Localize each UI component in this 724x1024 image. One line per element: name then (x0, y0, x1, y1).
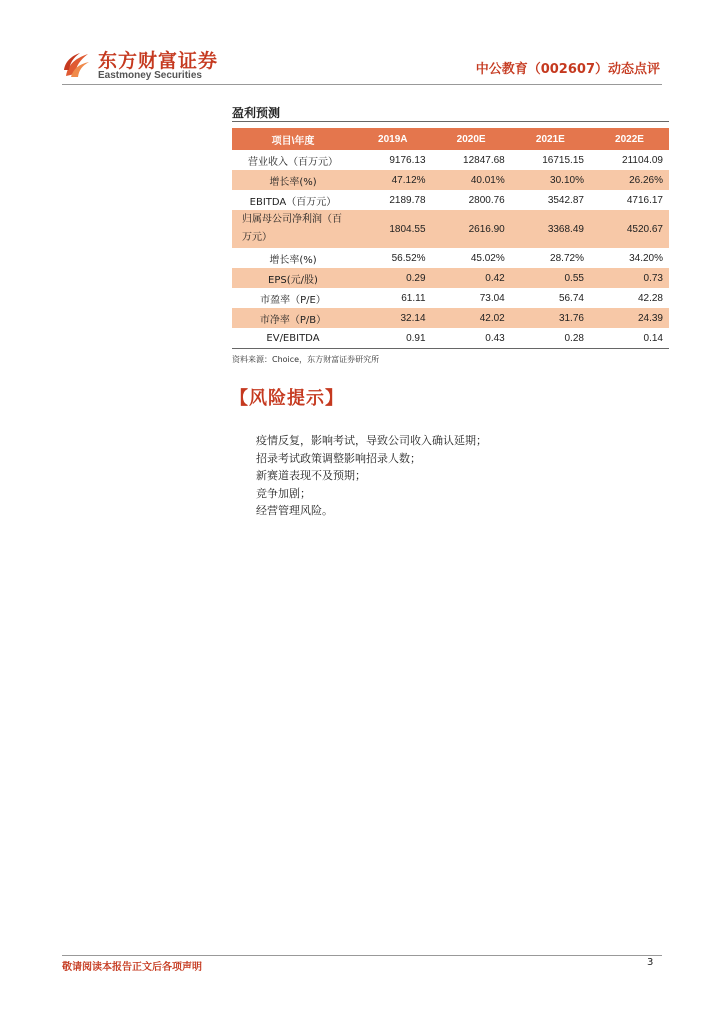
risk-list (256, 432, 487, 520)
logo-chinese-name: 东方财富证券 (98, 50, 219, 72)
flame-logo-icon (62, 50, 92, 80)
list-item: 招录考试政策调整影响招录人数； (256, 451, 421, 465)
table-row (232, 150, 669, 170)
table-cell: 0.28 (511, 328, 590, 349)
column-header: 项目\年度 (232, 128, 354, 150)
table-row (232, 288, 669, 308)
page-number: 3 (647, 957, 654, 968)
row-label: 市盈率（P/E） (260, 294, 326, 306)
table-row (232, 308, 669, 328)
forecast-section-title: 盈利预测 (232, 106, 281, 120)
document-title: 中公教育（002607）动态点评 (475, 62, 660, 77)
table-cell: 45.02% (470, 252, 505, 264)
table-cell: 2189.78 (389, 194, 426, 206)
risk-section-title: 【风险提示】 (230, 388, 344, 409)
table-cell: 42.02 (432, 308, 511, 328)
eastmoney-logo (62, 44, 222, 84)
row-label: EPS(元/股) (232, 268, 354, 288)
table-cell: 0.14 (590, 328, 669, 349)
footer-disclaimer: 敬请阅读本报告正文后各项声明 (62, 962, 202, 973)
logo-english-name: Eastmoney Securities (98, 70, 202, 81)
column-header: 2019A (354, 128, 432, 150)
table-row (232, 170, 669, 190)
table-row (232, 268, 669, 288)
table-cell: 73.04 (479, 292, 505, 304)
row-label: 归属母公司净利润（百万元） (232, 210, 354, 248)
table-cell: 0.91 (354, 328, 432, 349)
table-cell: 2616.90 (432, 210, 511, 248)
table-cell: 28.72% (550, 252, 584, 264)
table-cell: 30.10% (511, 170, 590, 190)
table-cell: 0.42 (432, 268, 511, 288)
list-item: 竞争加剧； (256, 486, 311, 500)
row-label: 增长率(%) (269, 254, 317, 266)
table-cell: 42.28 (637, 292, 663, 304)
table-cell: 0.55 (511, 268, 590, 288)
table-cell: 9176.13 (389, 154, 426, 166)
table-cell: 31.76 (511, 308, 590, 328)
header-divider (62, 84, 662, 85)
footer-divider (62, 955, 662, 956)
table-cell: 32.14 (354, 308, 432, 328)
table-cell: 2800.76 (468, 194, 505, 206)
table-row (232, 248, 669, 268)
table-cell: 3368.49 (511, 210, 590, 248)
table-cell: 56.52% (391, 252, 426, 264)
table-row (232, 210, 669, 248)
table-row (232, 328, 669, 349)
table-row (232, 190, 669, 210)
row-label: 增长率(%) (232, 170, 354, 190)
row-label: EV/EBITDA (232, 328, 354, 349)
table-cell: 1804.55 (354, 210, 432, 248)
table-cell: 61.11 (401, 292, 426, 304)
earnings-forecast-table (232, 128, 669, 349)
data-source-note: 资料来源：Choice，东方财富证券研究所 (232, 355, 380, 364)
page-header (0, 0, 724, 90)
table-cell: 0.43 (432, 328, 511, 349)
table-cell: 4520.67 (590, 210, 669, 248)
table-cell: 21104.09 (622, 154, 663, 166)
column-header: 2022E (590, 128, 669, 150)
row-label: 市净率（P/B） (232, 308, 354, 328)
column-header: 2021E (511, 128, 590, 150)
list-item: 经营管理风险。 (256, 504, 333, 517)
row-label: EBITDA（百万元） (249, 196, 337, 208)
table-cell: 16715.15 (542, 154, 584, 166)
table-cell: 24.39 (590, 308, 669, 328)
table-cell: 34.20% (629, 252, 663, 264)
column-header: 2020E (432, 128, 511, 150)
table-cell: 26.26% (590, 170, 669, 190)
table-cell: 12847.68 (463, 154, 505, 166)
table-cell: 3542.87 (547, 194, 584, 206)
table-cell: 47.12% (354, 170, 432, 190)
table-cell: 0.73 (590, 268, 669, 288)
list-item: 新赛道表现不及预期； (256, 469, 366, 482)
table-header-row (232, 128, 669, 150)
list-item: 疫情反复，影响考试，导致公司收入确认延期； (256, 434, 487, 447)
table-cell: 0.29 (354, 268, 432, 288)
table-cell: 56.74 (558, 292, 584, 304)
section-divider (232, 121, 669, 122)
table-cell: 4716.17 (626, 194, 663, 206)
table-cell: 40.01% (432, 170, 511, 190)
row-label: 营业收入（百万元） (247, 156, 338, 168)
